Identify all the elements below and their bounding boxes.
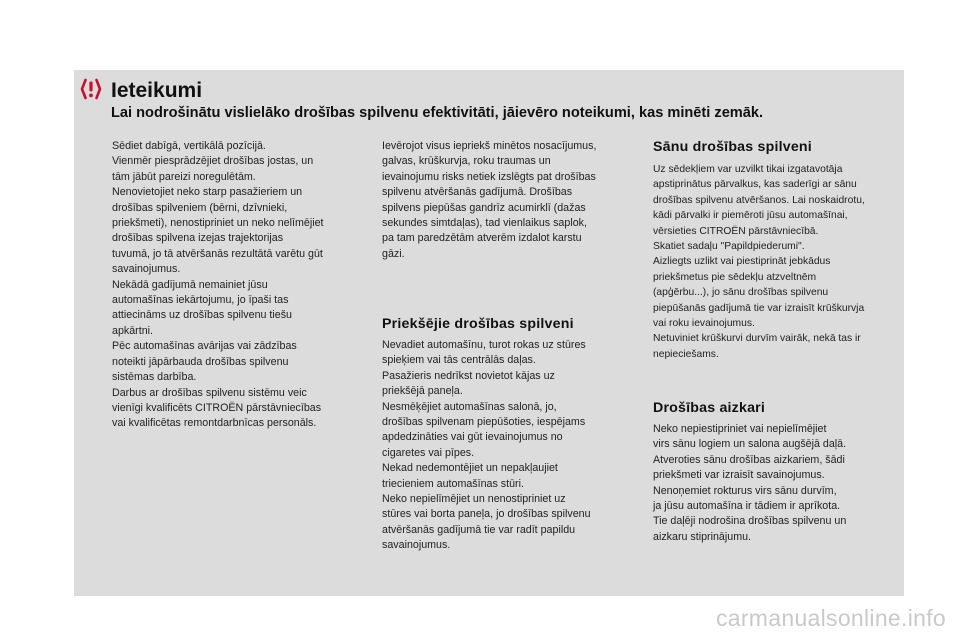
text-line: Uz sēdekļiem var uzvilkt tikai izgatavotāja [653, 164, 843, 175]
text-line: gāzi. [382, 247, 405, 260]
text-line: Nesmēķējiet automašīnas salonā, jo, [382, 400, 557, 413]
text-line: Nekādā gadījumā nemainiet jūsu [112, 278, 268, 291]
front-airbags-heading: Priekšējie drošības spilveni [382, 316, 574, 332]
text-line: triecieniem automašīnas stūri. [382, 477, 524, 490]
text-line: spilvens piepūšas gandrīz acumirklī (dažas [382, 201, 586, 214]
text-line: spieķiem vai tās centrālās daļas. [382, 354, 536, 367]
text-line: Nenoņemiet rokturus virs sānu durvīm, [653, 484, 837, 497]
text-line: apstiprinātus pārvalkus, kas saderīgi ar sānu [653, 179, 857, 191]
text-line: aizkaru stiprinājumu. [653, 530, 752, 543]
text-line: vērsieties CITROËN pārstāvniecībā. [653, 225, 819, 237]
text-line: sistēmas darbība. [112, 371, 197, 384]
text-line: apdedzināties vai gūt ievainojumus no [382, 431, 563, 444]
side-airbags-text [653, 162, 903, 362]
injury-risk-column [382, 139, 634, 262]
watermark: carmanualsonline.info [715, 605, 946, 631]
text-line: tuvumā, jo tā atvēršanās rezultātā varētu gūt [112, 247, 323, 260]
text-line: Pēc automašīnas avārijas vai zādzības [112, 340, 297, 353]
text-line: priekšējā paneļa. [382, 385, 463, 398]
text-line: ja jūsu automašīna ir tādiem ir aprīkota. [653, 500, 841, 513]
text-line: drošības spilveniem (bērni, dzīvnieki, [112, 201, 288, 214]
text-line: stūres vai borta paneļa, jo drošības spilvenu [382, 508, 591, 521]
text-line: drošības spilvena izejas trajektorijas [112, 232, 284, 245]
text-line: galvas, krūškurvja, roku traumas un [382, 155, 551, 168]
text-line: savainojumus. [112, 263, 181, 276]
text-line: kādi pārvalki ir piemēroti jūsu automašīnai, [653, 210, 848, 222]
text-line: Neko nepiestipriniet vai nepielīmējiet [653, 423, 827, 435]
text-line: vai kvalificētas remontdarbnīcas personāls. [112, 417, 317, 430]
text-line: Aizliegts uzlikt vai piestiprināt jebkādus [653, 256, 831, 268]
text-line: ievainojumu risks netiek izslēgts pat drošības [382, 170, 596, 183]
text-line: Nekad nedemontējiet un nepakļaujiet [382, 462, 558, 475]
text-line: Netuviniet krūškurvi durvīm vairāk, nekā tas ir [653, 333, 861, 345]
curtain-airbags-text [653, 422, 903, 545]
text-line: vienīgi kvalificēts CITROËN pārstāvniecības [112, 401, 322, 414]
text-line: (apģērbu...), jo sānu drošības spilvenu [653, 287, 829, 299]
section-subtitle: Lai nodrošinātu vislielāko drošības spilvenu efektivitāti, jāievēro noteikumi, kas minēti zemāk. [111, 105, 764, 121]
text-line: automašīnas iekārtojumu, jo īpaši tas [112, 294, 289, 307]
text-line: attiecināms uz drošības spilvenu tiešu [112, 309, 292, 322]
text-line: Nevadiet automašīnu, turot rokas uz stūres [382, 339, 586, 351]
general-advice-column [112, 139, 364, 432]
front-airbags-text [382, 338, 634, 554]
text-line: priekšmeti), nenostipriniet un neko nelīmējiet [112, 217, 324, 230]
text-line: piepūšanās gadījumā tie var izraisīt krūškurvja [653, 302, 865, 314]
warning-icon [80, 78, 102, 100]
text-line: Atveroties sānu drošības aizkariem, šādi [653, 453, 845, 466]
text-line: drošības spilvenam piepūšoties, iespējams [382, 416, 586, 429]
text-line: Skatiet sadaļu "Papildpiederumi". [653, 241, 805, 253]
text-line: sekundes simtdaļas), tad vienlaikus saplok, [382, 217, 587, 230]
text-line: atvēršanās gadījumā tie var radīt papildu [382, 523, 576, 536]
text-line: virs sānu logiem un salona augšējā daļā. [653, 438, 847, 451]
text-line: savainojumus. [382, 539, 451, 552]
text-line: Nenovietojiet neko starp pasažieriem un [112, 186, 303, 199]
text-line: tām jābūt pareizi noregulētām. [112, 170, 256, 183]
text-line: spilvenu atvēršanās gadījumā. Drošības [382, 186, 573, 199]
text-line: Sēdiet dabīgā, vertikālā pozīcijā. [112, 140, 266, 152]
text-line: nepieciešams. [653, 348, 719, 360]
text-line: Darbus ar drošības spilvenu sistēmu veic [112, 386, 307, 399]
text-line: Vienmēr piesprādzējiet drošības jostas, un [112, 155, 314, 168]
section-title: Ieteikumi [111, 79, 203, 102]
text-line: priekšmeti var izraisīt savainojumus. [653, 469, 825, 482]
curtain-airbags-heading: Drošības aizkari [653, 400, 766, 416]
side-airbags-heading: Sānu drošības spilveni [653, 139, 812, 155]
text-line: apkārtni. [112, 324, 153, 337]
text-line: vai roku ievainojumus. [653, 318, 755, 330]
text-line: cigaretes vai pīpes. [382, 446, 475, 459]
text-line: pa tam paredzētām atverēm izdalot karstu [382, 232, 582, 245]
text-line: Ievērojot visus iepriekš minētos nosacījumus, [382, 140, 597, 152]
text-line: priekšmetus pie sēdekļu atzveltnēm [653, 271, 817, 283]
text-line: Tie daļēji nodrošina drošības spilvenu un [653, 515, 847, 528]
text-line: noteikti jāpārbauda drošības spilvenu [112, 355, 289, 368]
text-line: Neko nepielīmējiet un nenostipriniet uz [382, 493, 566, 506]
text-line: drošības spilvenu atvēršanos. Lai noskaidrotu, [653, 194, 865, 206]
text-line: Pasažieris nedrīkst novietot kājas uz [382, 369, 555, 382]
